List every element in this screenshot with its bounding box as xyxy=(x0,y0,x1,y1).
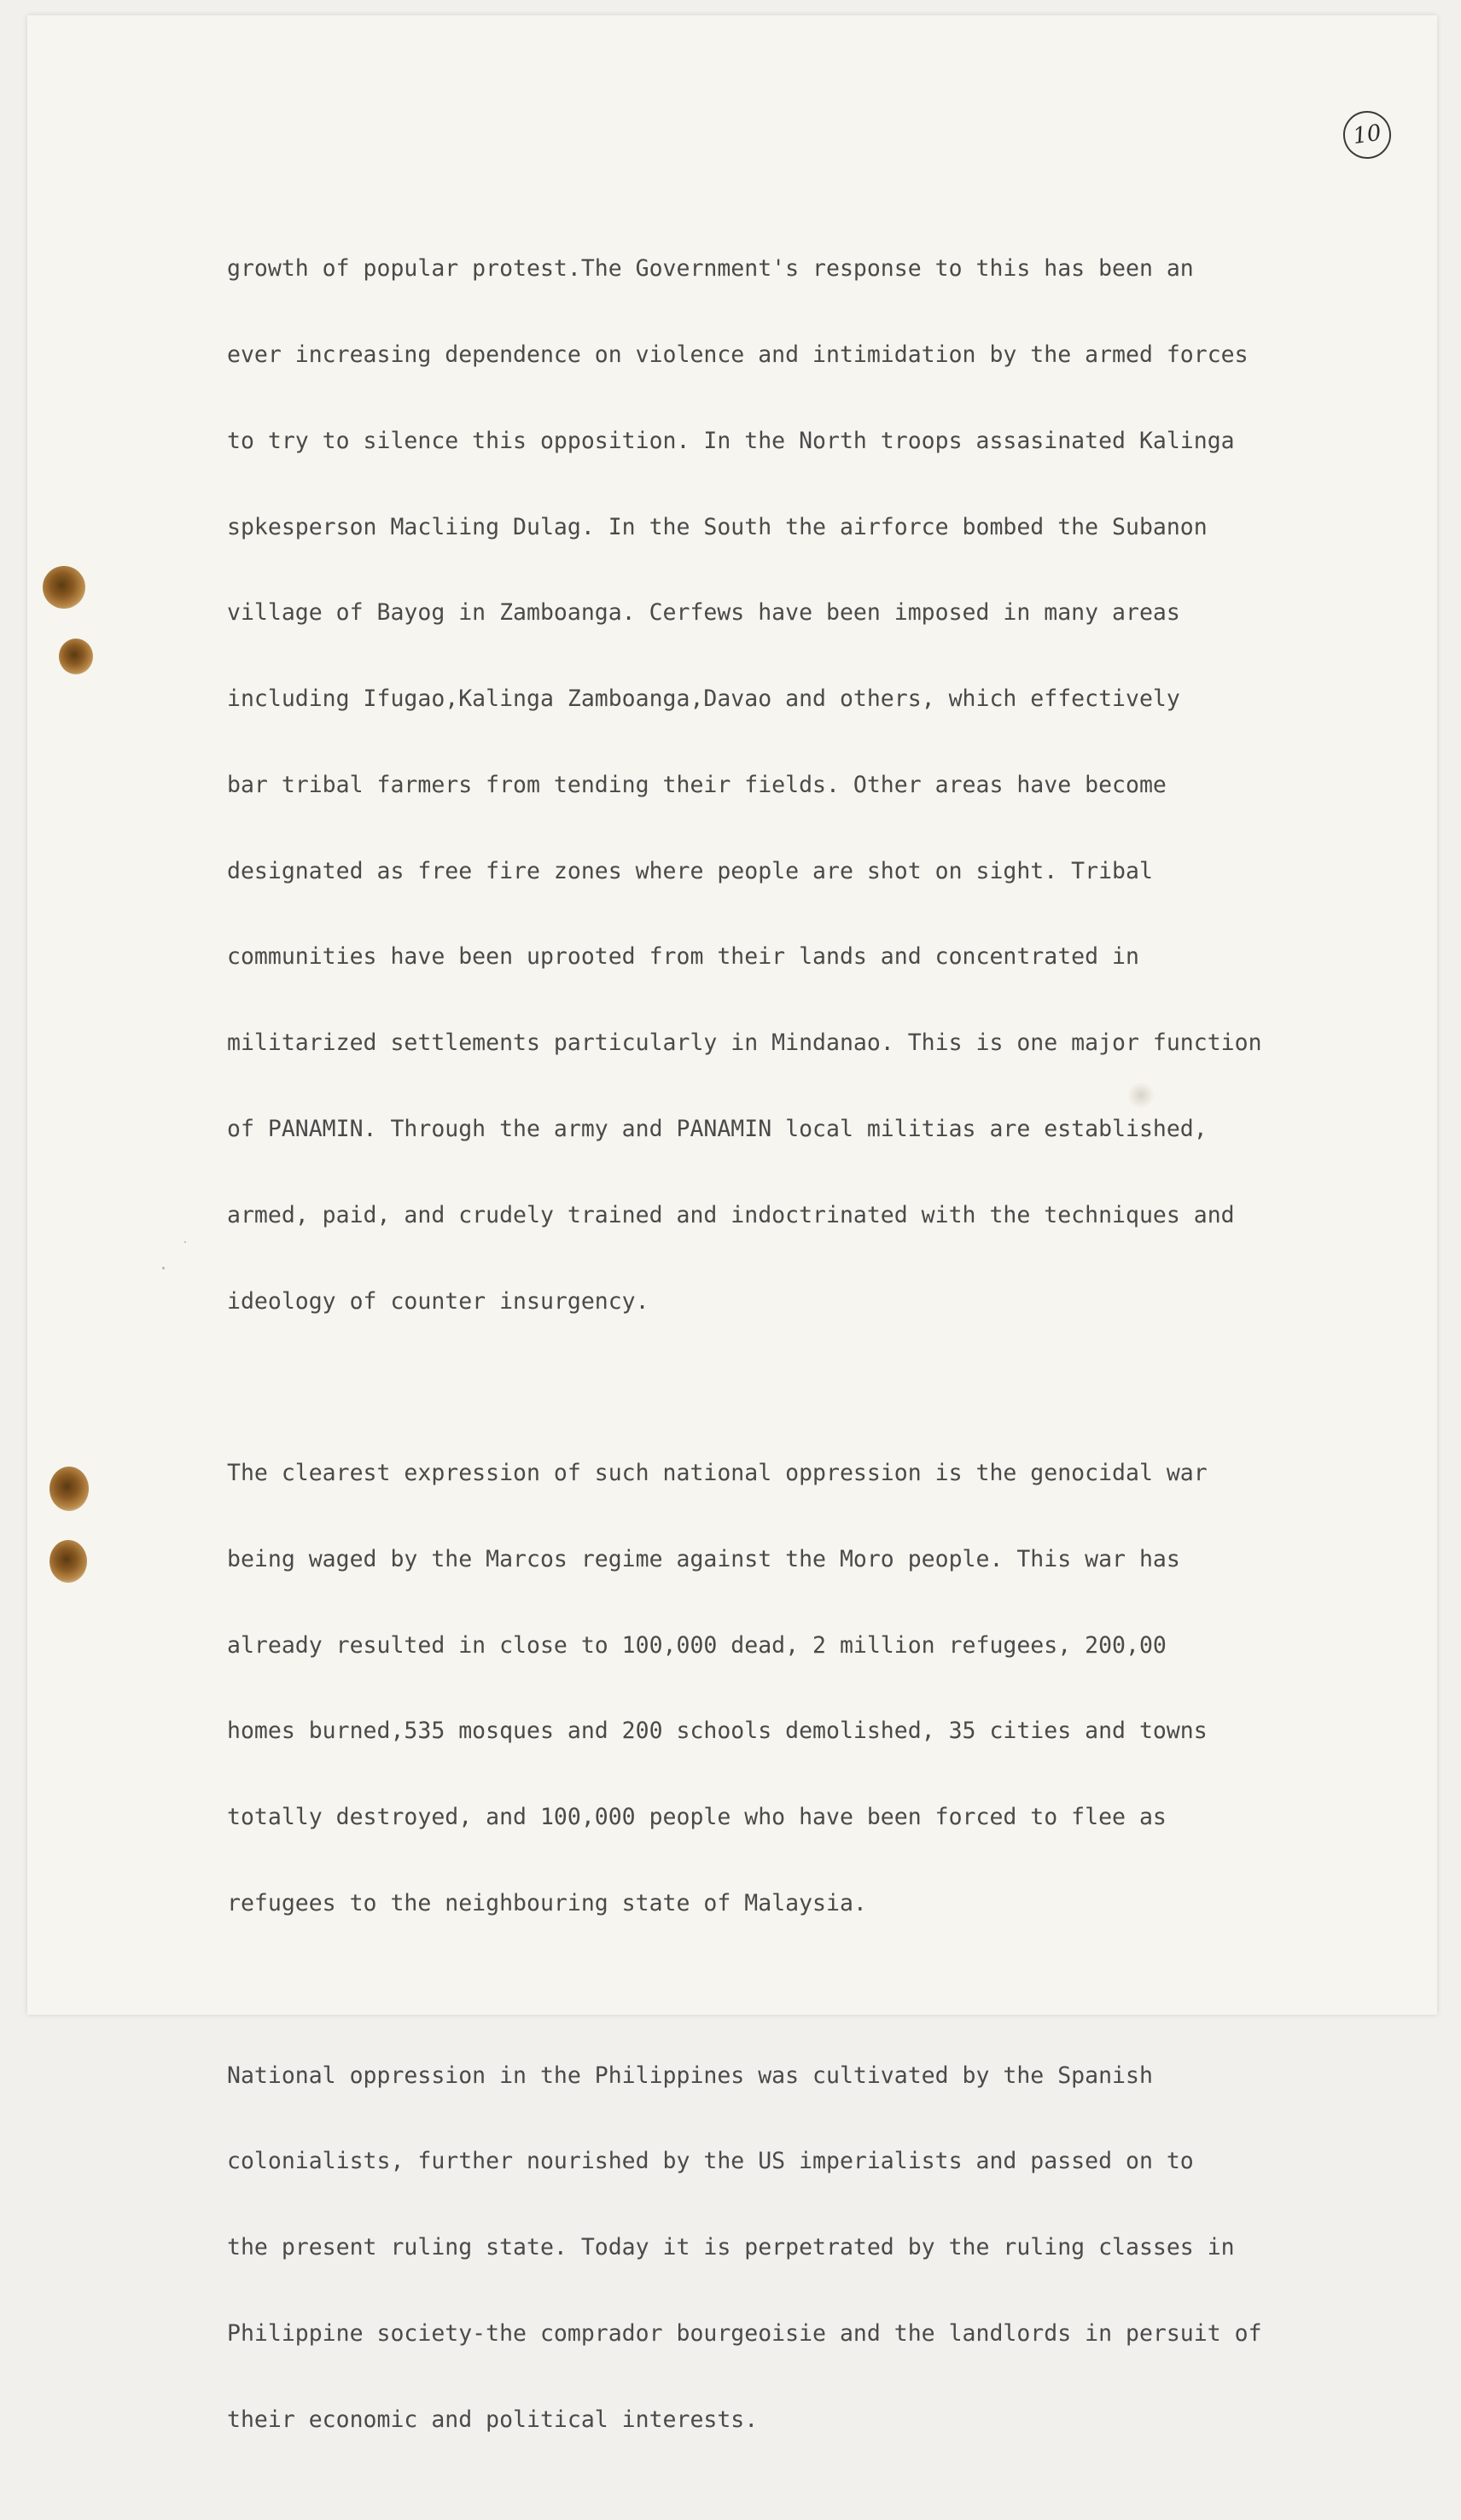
paper-speck xyxy=(184,1241,186,1243)
text-line: ideology of counter insurgency. xyxy=(227,1287,649,1315)
typewritten-body xyxy=(227,197,1362,2520)
text-line: ever increasing dependence on violence and intimidation by the armed forces xyxy=(227,341,1249,368)
punch-hole-rust-mark xyxy=(49,1467,89,1511)
text-line: of PANAMIN. Through the army and PANAMIN local militias are established, xyxy=(227,1116,1208,1142)
text-line: designated as free fire zones where people are shot on sight. Tribal xyxy=(227,857,1153,884)
text-line: spkesperson Macliing Dulag. In the South the airforce bombed the Subanon xyxy=(227,513,1208,540)
text-line: refugees to the neighbouring state of Malaysia. xyxy=(227,1890,867,1917)
text-line: colonialists, further nourished by the US imperialists and passed on to xyxy=(227,2148,1194,2175)
text-line: already resulted in close to 100,000 dead, 2 million refugees, 200,00 xyxy=(227,1631,1167,1659)
punch-hole-rust-mark xyxy=(49,1540,87,1583)
paragraph xyxy=(227,197,1362,1373)
text-line: being waged by the Marcos regime against the Moro people. This war has xyxy=(227,1545,1180,1572)
text-line: to try to silence this opposition. In the North troops assasinated Kalinga xyxy=(227,427,1235,454)
paragraph xyxy=(227,2004,1362,2491)
punch-hole-rust-mark xyxy=(59,639,93,674)
text-line: homes burned,535 mosques and 200 schools demolished, 35 cities and towns xyxy=(227,1718,1208,1745)
paper-speck xyxy=(162,1267,165,1269)
text-line: The clearest expression of such national oppression is the genocidal war xyxy=(227,1460,1208,1487)
text-line: communities have been uprooted from their lands and concentrated in xyxy=(227,943,1139,971)
text-line: including Ifugao,Kalinga Zamboanga,Davao and others, which effectively xyxy=(227,685,1180,713)
punch-hole-rust-mark xyxy=(43,566,85,609)
text-line: totally destroyed, and 100,000 people who have been forced to flee as xyxy=(227,1804,1167,1831)
text-line: National oppression in the Philippines was cultivated by the Spanish xyxy=(227,2062,1153,2089)
text-line: village of Bayog in Zamboanga. Cerfews have been imposed in many areas xyxy=(227,599,1180,627)
page-number: 10 xyxy=(1340,108,1394,161)
text-line: bar tribal farmers from tending their fields. Other areas have become xyxy=(227,771,1167,798)
document-page xyxy=(27,15,1437,2433)
paragraph xyxy=(227,1402,1362,1975)
text-line: militarized settlements particularly in Mindanao. This is one major function xyxy=(227,1030,1262,1057)
text-line: their economic and political interests. xyxy=(227,2406,759,2433)
text-line: growth of popular protest.The Government's response to this has been an xyxy=(227,255,1194,283)
text-line: the present ruling state. Today it is perpetrated by the ruling classes in xyxy=(227,2234,1235,2261)
text-line: armed, paid, and crudely trained and indoctrinated with the techniques and xyxy=(227,1201,1235,1228)
text-line: Philippine society-the comprador bourgeoisie and the landlords in persuit of xyxy=(227,2319,1262,2347)
